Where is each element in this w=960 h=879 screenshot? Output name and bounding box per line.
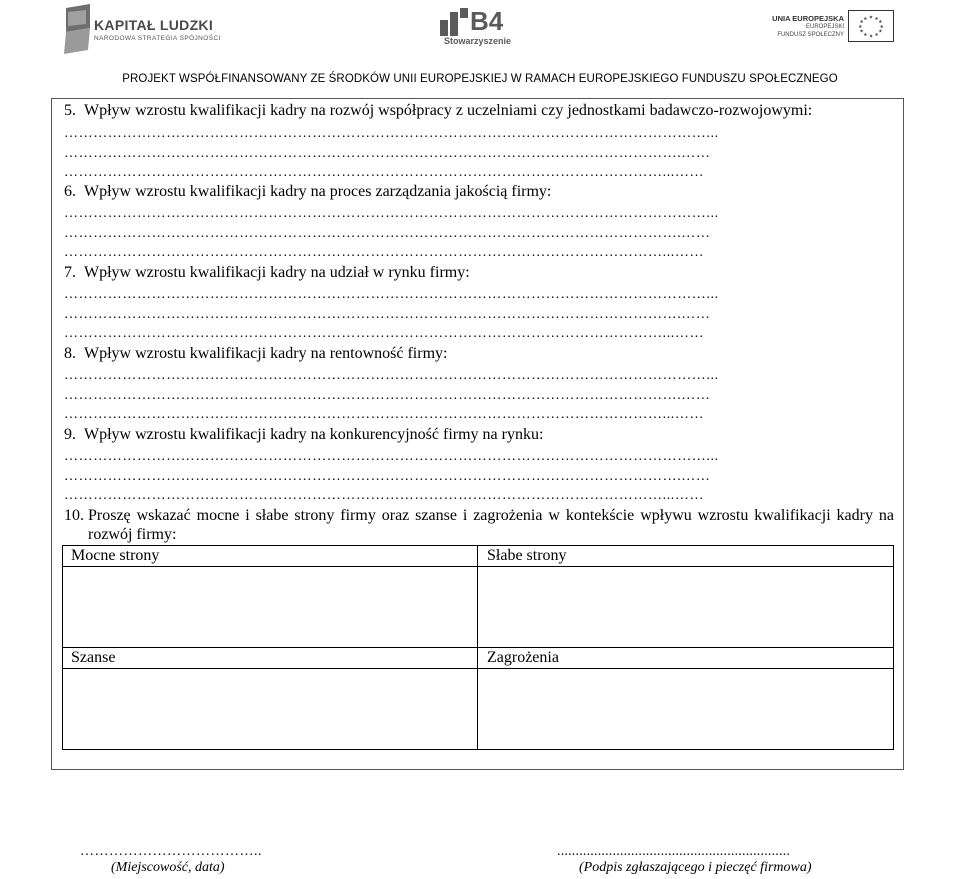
question-9-number: 9. [64, 426, 76, 443]
svg-text:★: ★ [878, 29, 883, 35]
project-cofinancing-line: PROJEKT WSPÓŁFINANSOWANY ZE ŚRODKÓW UNII EUROPEJSKIEJ W RAMACH EUROPEJSKIEGO FUNDUSZU SPOŁECZNEGO [122, 73, 838, 85]
svg-text:★: ★ [874, 32, 879, 38]
signature-label: (Podpis zgłaszającego i pieczęć firmowa) [579, 860, 812, 875]
eu-line-1: UNIA EUROPEJSKA [772, 14, 844, 23]
swot-weaknesses-cell[interactable] [478, 567, 893, 647]
kapital-ludzki-flag-icon [62, 4, 92, 54]
swot-strengths-cell[interactable] [63, 567, 476, 647]
answer-9-line-2[interactable]: ……………………………………………………………………………………………………………….…… [64, 469, 711, 484]
eu-line-3: FUNDUSZ SPOŁECZNY [777, 32, 844, 38]
b4-logo [440, 8, 520, 48]
svg-text:★: ★ [868, 34, 874, 40]
kapital-ludzki-title: KAPITAŁ LUDZKI [94, 17, 214, 33]
swot-threats-header: Zagrożenia [487, 649, 559, 666]
question-10-text: Proszę wskazać mocne i słabe strony firmy oraz szanse i zagrożenia w kontekście wpływu wzrostu kwalifikacji kadry na rozwój firmy: [88, 507, 894, 543]
question-8-number: 8. [64, 345, 76, 362]
question-9 [64, 425, 543, 445]
question-7-number: 7. [64, 264, 76, 281]
answer-9-line-3[interactable]: ……………………………………………………………………………………………………………...…… [64, 488, 705, 503]
eu-line-2: EUROPEJSKI [805, 24, 844, 30]
b4-subtitle: Stowarzyszenie [444, 36, 512, 46]
place-date-line[interactable]: ……………………………….. [80, 844, 262, 859]
question-7 [64, 263, 470, 283]
svg-text:★: ★ [859, 20, 864, 26]
swot-strengths-header: Mocne strony [71, 547, 160, 564]
question-6-text: Wpływ wzrostu kwalifikacji kadry na proces zarządzania jakością firmy: [84, 183, 552, 200]
question-10-number: 10. [64, 507, 84, 524]
swot-opportunities-cell[interactable] [63, 669, 476, 749]
svg-text:★: ★ [874, 16, 879, 22]
question-8-text: Wpływ wzrostu kwalifikacji kadry na rentowność firmy: [84, 345, 448, 362]
svg-text:★: ★ [879, 24, 884, 30]
swot-opportunities-header: Szanse [71, 649, 116, 666]
svg-text:★: ★ [863, 32, 868, 38]
kapital-ludzki-subtitle: NARODOWA STRATEGIA SPÓJNOŚCI [94, 35, 221, 42]
question-5 [64, 101, 812, 121]
place-date-label: (Miejscowość, data) [111, 860, 225, 875]
question-5-text: Wpływ wzrostu kwalifikacji kadry na rozwój współpracy z uczelniami czy jednostkami badawczo-rozwojowymi: [84, 102, 813, 119]
answer-8-line-3[interactable]: ……………………………………………………………………………………………………………...…… [64, 407, 705, 422]
answer-6-line-1[interactable]: ……………………………………………………………………………………………………………………... [64, 206, 719, 221]
eu-stars-flag-icon [848, 10, 894, 42]
question-6 [64, 182, 551, 202]
answer-6-line-3[interactable]: ……………………………………………………………………………………………………………...…… [64, 245, 705, 260]
svg-text:★: ★ [863, 16, 868, 22]
swot-divider-2 [62, 647, 894, 648]
svg-text:★: ★ [858, 24, 863, 30]
answer-6-line-2[interactable]: ……………………………………………………………………………………………………………….…… [64, 226, 711, 241]
question-9-text: Wpływ wzrostu kwalifikacji kadry na konkurencyjność firmy na rynku: [84, 426, 544, 443]
answer-7-line-2[interactable]: ……………………………………………………………………………………………………………….…… [64, 307, 711, 322]
answer-9-line-1[interactable]: ……………………………………………………………………………………………………………………... [64, 449, 719, 464]
answer-8-line-1[interactable]: ……………………………………………………………………………………………………………………... [64, 368, 719, 383]
answer-5-line-1[interactable]: ……………………………………………………………………………………………………………………... [64, 126, 719, 141]
question-10 [64, 506, 894, 544]
svg-text:★: ★ [859, 29, 864, 35]
signature-line[interactable]: ............................................................... [557, 844, 791, 859]
question-6-number: 6. [64, 183, 76, 200]
answer-5-line-2[interactable]: ……………………………………………………………………………………………………………….…… [64, 146, 711, 161]
question-5-number: 5. [64, 102, 76, 119]
swot-weaknesses-header: Słabe strony [487, 547, 567, 564]
answer-5-line-3[interactable]: ……………………………………………………………………………………………………………...…… [64, 165, 705, 180]
eu-logo [770, 10, 894, 46]
svg-text:★: ★ [868, 15, 874, 21]
b4-blocks-icon [440, 8, 470, 36]
kapital-ludzki-logo [62, 4, 232, 54]
svg-text:★: ★ [878, 20, 883, 26]
answer-8-line-2[interactable]: ……………………………………………………………………………………………………………….…… [64, 388, 711, 403]
answer-7-line-1[interactable]: ……………………………………………………………………………………………………………………... [64, 287, 719, 302]
swot-threats-cell[interactable] [478, 669, 893, 749]
question-8 [64, 344, 447, 364]
question-7-text: Wpływ wzrostu kwalifikacji kadry na udział w rynku firmy: [84, 264, 470, 281]
answer-7-line-3[interactable]: ……………………………………………………………………………………………………………...…… [64, 326, 705, 341]
b4-title: B4 [470, 6, 504, 36]
